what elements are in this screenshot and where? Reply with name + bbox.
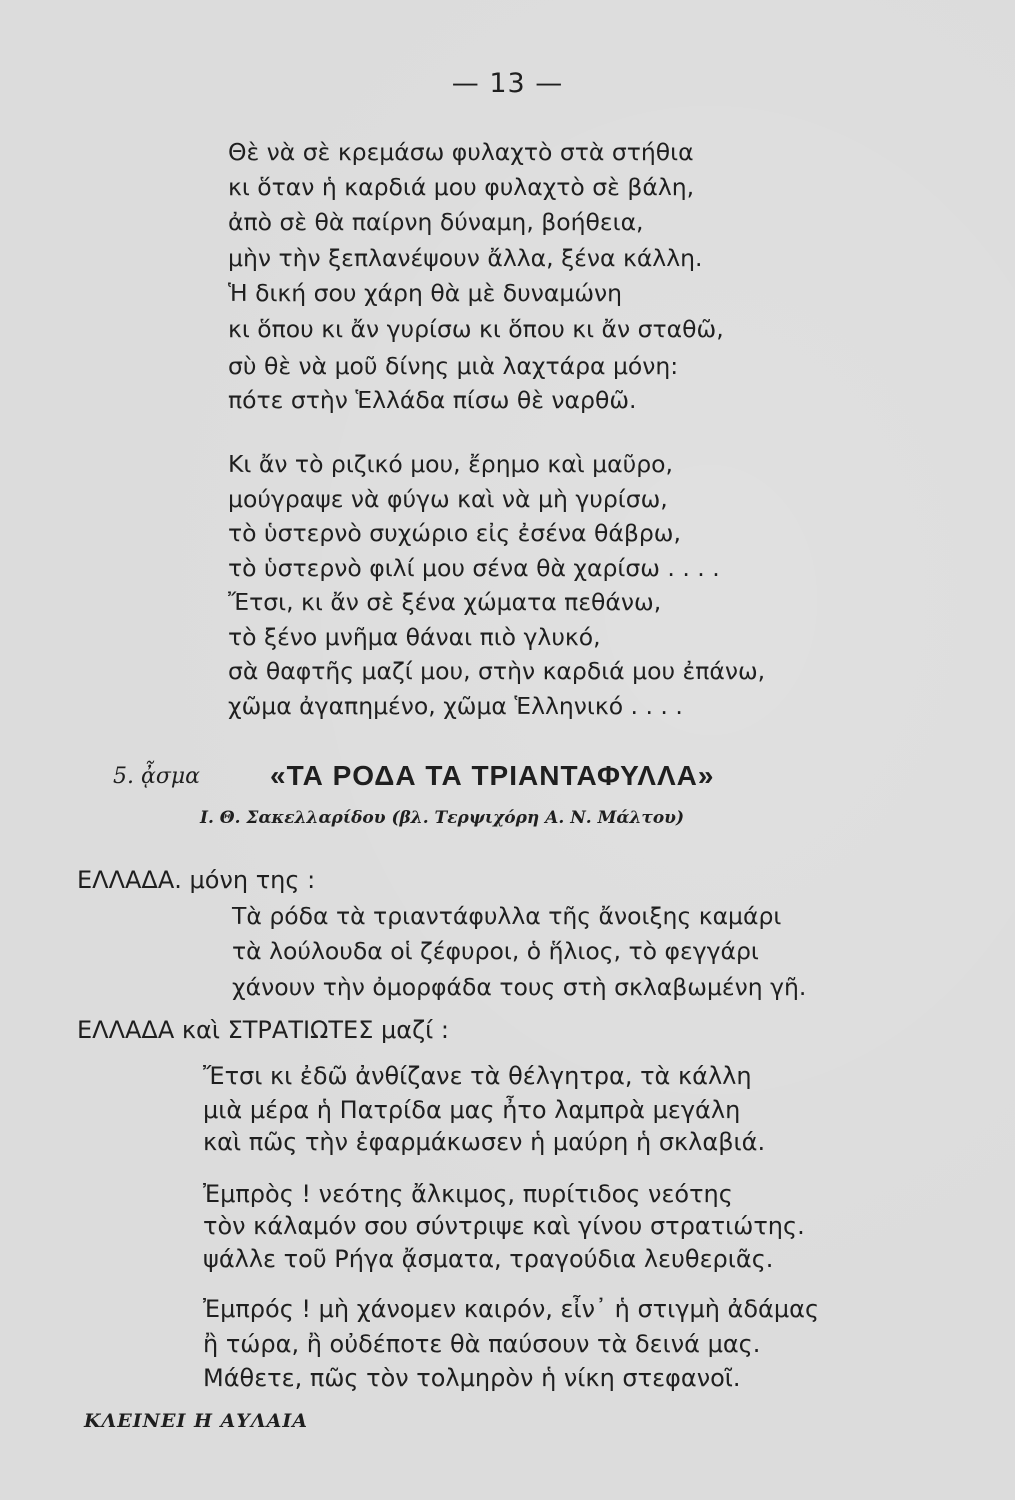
song-heading <box>0 760 1015 800</box>
song-line: ἢ τώρα, ἢ οὐδέποτε θὰ παύσουν τὰ δεινά μας. <box>203 1330 761 1358</box>
poem-line: μὴν τὴν ξεπλανέψουν ἄλλα, ξένα κάλλη. <box>228 244 703 272</box>
poem-line: κι ὅταν ἡ καρδιά μου φυλαχτὸ σὲ βάλη, <box>228 173 695 201</box>
song-line: ψάλλε τοῦ Ρήγα ᾄσματα, τραγούδια λευθεριᾶς. <box>203 1245 774 1273</box>
song-line: Μάθετε, πῶς τὸν τολμηρὸν ἡ νίκη στεφανοῖ. <box>203 1364 741 1392</box>
poem-line: τὸ ὑστερνὸ συχώριο εἰς ἐσένα θάβρω, <box>228 519 681 547</box>
song-line: μιὰ μέρα ἡ Πατρίδα μας ἦτο λαμπρὰ μεγάλη <box>203 1096 741 1124</box>
page-number: — 13 — <box>451 68 564 99</box>
poem-line: σὰ θαφτῆς μαζί μου, στὴν καρδιά μου ἐπάνω, <box>228 657 766 685</box>
song-line: Ἔτσι κι ἐδῶ ἀνθίζανε τὰ θέλγητρα, τὰ κάλλη <box>203 1062 752 1090</box>
poem-line: τὸ ξένο μνῆμα θάναι πιὸ γλυκό, <box>228 623 601 651</box>
poem-line: Ἔτσι, κι ἄν σὲ ξένα χώματα πεθάνω, <box>228 588 662 616</box>
poem-line: Ἡ δική σου χάρη θὰ μὲ δυναμώνη <box>228 279 623 307</box>
song-line: Ἐμπρός ! μὴ χάνομεν καιρόν, εἶν᾽ ἡ στιγμὴ ἀδάμας <box>203 1295 820 1323</box>
song-line: χάνουν τὴν ὀμορφάδα τους στὴ σκλαβωμένη γῆ. <box>232 973 807 1001</box>
song-line: τὸν κάλαμόν σου σύντριψε καὶ γίνου στρατιώτης. <box>203 1212 805 1240</box>
poem-line: ἀπὸ σὲ θὰ παίρνη δύναμη, βοήθεια, <box>228 208 644 236</box>
song-credits: Ι. Θ. Σακελλαρίδου (βλ. Τερψιχόρη Α. Ν. Μάλτου) <box>200 808 685 828</box>
poem-line: χῶμα ἀγαπημένο, χῶμα Ἑλληνικό . . . . <box>228 692 683 720</box>
speaker-label: ΕΛΛΑΔΑ. μόνη της : <box>77 866 316 894</box>
speaker-label: ΕΛΛΑΔΑ καὶ ΣΤΡΑΤΙΩΤΕΣ μαζί : <box>77 1016 449 1044</box>
song-line: καὶ πῶς τὴν ἐφαρμάκωσεν ἡ μαύρη ἡ σκλαβιά. <box>203 1128 766 1156</box>
poem-line: Κι ἄν τὸ ριζικό μου, ἔρημο καὶ μαῦρο, <box>228 450 673 478</box>
poem-line: σὺ θὲ νὰ μοῦ δίνης μιὰ λαχτάρα μόνη: <box>228 352 679 380</box>
poem-line: μούγραψε νὰ φύγω καὶ νὰ μὴ γυρίσω, <box>228 485 668 513</box>
poem-line: πότε στὴν Ἑλλάδα πίσω θὲ ναρθῶ. <box>228 386 637 414</box>
song-title: «ΤΑ ΡΟΔΑ ΤΑ ΤΡΙΑΝΤΑΦΥΛΛΑ» <box>270 760 715 791</box>
song-number: 5. ᾆσμα <box>113 764 201 789</box>
closing-stage-direction: ΚΛΕΙΝΕΙ Η ΑΥΛΑΙΑ <box>84 1410 308 1432</box>
song-line: Τὰ ρόδα τὰ τριαντάφυλλα τῆς ἄνοιξης καμάρι <box>232 902 782 930</box>
song-line: Ἐμπρὸς ! νεότης ἄλκιμος, πυρίτιδος νεότης <box>203 1180 733 1208</box>
poem-line: κι ὅπου κι ἄν γυρίσω κι ὅπου κι ἄν σταθῶ, <box>228 315 724 343</box>
song-line: τὰ λούλουδα οἱ ζέφυροι, ὁ ἥλιος, τὸ φεγγάρι <box>232 937 759 965</box>
poem-line: τὸ ὑστερνὸ φιλί μου σένα θὰ χαρίσω . . . . <box>228 554 720 582</box>
poem-line: Θὲ νὰ σὲ κρεμάσω φυλαχτὸ στὰ στήθια <box>228 138 694 166</box>
